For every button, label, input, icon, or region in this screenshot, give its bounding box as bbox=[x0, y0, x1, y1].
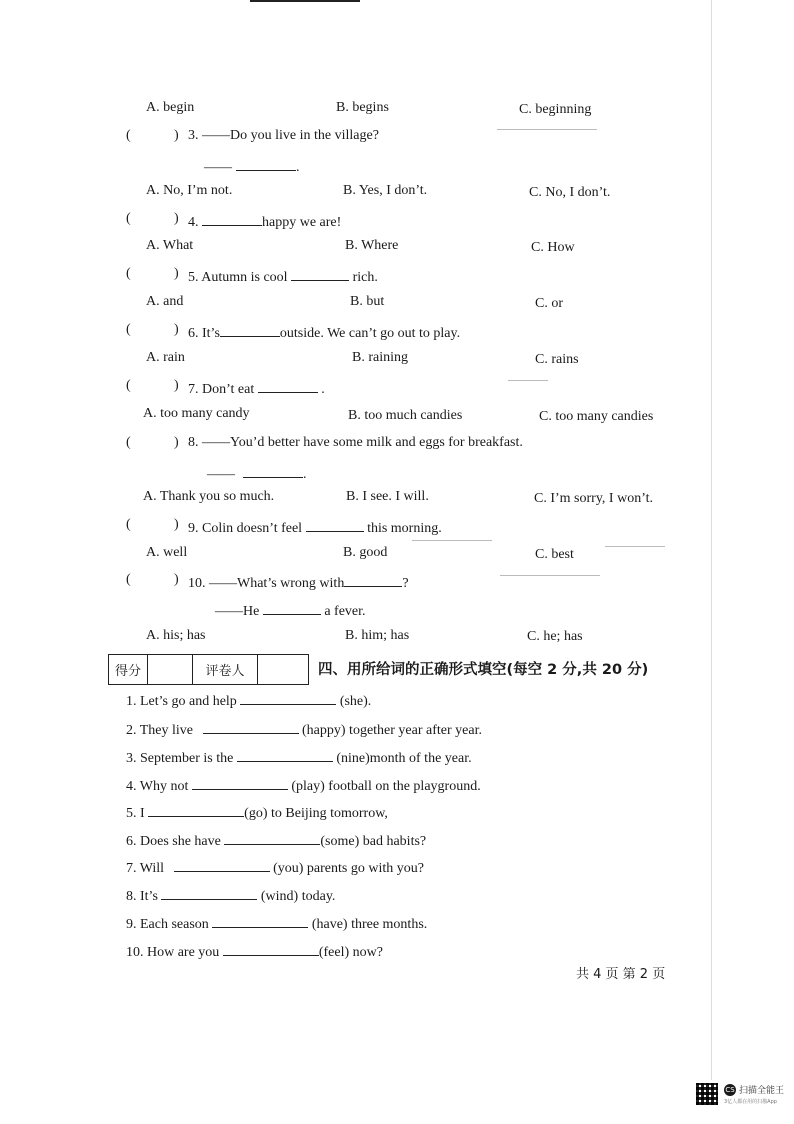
fill-item-9 bbox=[126, 913, 427, 933]
grader-table bbox=[108, 654, 309, 685]
page-edge bbox=[711, 0, 712, 1080]
scan-smudge bbox=[500, 575, 600, 576]
fill-post: (go) to Beijing tomorrow, bbox=[244, 806, 388, 821]
fill-item-5 bbox=[126, 802, 388, 822]
stem-post: this morning. bbox=[367, 521, 442, 536]
question-stem bbox=[188, 378, 325, 398]
answer-paren-open: ( bbox=[126, 211, 131, 226]
reviewer-box[interactable] bbox=[258, 655, 308, 684]
stem-post: outside. We can’t go out to play. bbox=[279, 326, 461, 341]
option-c: C. too many candies bbox=[539, 409, 654, 424]
answer-blank[interactable] bbox=[236, 156, 296, 171]
question-stem: 8. ——You’d better have some milk and eggs for breakfast. bbox=[188, 435, 523, 450]
option-b: B. Yes, I don’t. bbox=[343, 183, 428, 198]
answer-paren-close: ) bbox=[174, 211, 179, 226]
option-c: C. No, I don’t. bbox=[529, 185, 611, 200]
option-c: C. rains bbox=[535, 352, 579, 367]
fill-item-1 bbox=[126, 690, 371, 710]
fill-pre: 7. Will bbox=[126, 861, 165, 876]
option-b: B. good bbox=[343, 545, 388, 560]
answer-paren-close: ) bbox=[174, 435, 179, 450]
stem-pre: 5. Autumn is cool bbox=[188, 270, 288, 285]
answer-line bbox=[207, 463, 307, 483]
answer-paren-open: ( bbox=[126, 517, 131, 532]
answer-blank[interactable] bbox=[243, 463, 303, 478]
answer-blank[interactable] bbox=[161, 885, 257, 900]
answer-paren-open: ( bbox=[126, 378, 131, 393]
answer-paren-open: ( bbox=[126, 128, 131, 143]
answer-paren-close: ) bbox=[174, 572, 179, 587]
answer-blank[interactable] bbox=[203, 719, 299, 734]
scanner-app-tagline: 3亿人都在用的扫描App bbox=[724, 1099, 777, 1105]
answer-paren-open: ( bbox=[126, 572, 131, 587]
answer-paren-close: ) bbox=[174, 128, 179, 143]
scan-smudge bbox=[497, 129, 597, 130]
option-b: B. Where bbox=[345, 238, 399, 253]
answer-blank[interactable] bbox=[240, 690, 336, 705]
answer-paren-close: ) bbox=[174, 517, 179, 532]
answer-line: —— . bbox=[204, 156, 300, 176]
option-a: A. and bbox=[146, 294, 184, 309]
answer-post: . bbox=[303, 467, 307, 482]
option-c: C. or bbox=[535, 296, 563, 311]
fill-pre: 6. Does she have bbox=[126, 834, 221, 849]
question-stem: 3. ——Do you live in the village? bbox=[188, 128, 379, 143]
fill-item-6 bbox=[126, 830, 426, 850]
option-b: B. raining bbox=[352, 350, 408, 365]
fill-pre: 2. They live bbox=[126, 723, 194, 738]
option-b: B. him; has bbox=[345, 628, 410, 643]
stem-post: rich. bbox=[352, 270, 378, 285]
answer-blank[interactable] bbox=[174, 857, 270, 872]
option-c: C. he; has bbox=[527, 629, 583, 644]
answer-blank[interactable] bbox=[306, 517, 364, 532]
stem-post: . bbox=[321, 382, 325, 397]
question-stem bbox=[188, 517, 442, 537]
stem-post: ? bbox=[402, 576, 409, 591]
question-stem bbox=[188, 211, 341, 231]
line2-pre: ——He bbox=[215, 604, 260, 619]
option-b: B. but bbox=[350, 294, 385, 309]
reviewer-label: 评卷人 bbox=[193, 655, 258, 684]
option-a: A. his; has bbox=[146, 628, 206, 643]
answer-blank[interactable] bbox=[220, 322, 280, 337]
fill-post: (wind) today. bbox=[260, 889, 336, 904]
question-stem bbox=[188, 322, 460, 342]
option-a: A. Thank you so much. bbox=[143, 489, 275, 504]
scan-smudge bbox=[508, 380, 548, 381]
answer-paren-open: ( bbox=[126, 266, 131, 281]
camscanner-logo-icon: CS bbox=[725, 1086, 735, 1094]
fill-pre: 1. Let’s go and help bbox=[126, 694, 237, 709]
question-stem bbox=[188, 266, 378, 286]
fill-post: (some) bad habits? bbox=[320, 834, 427, 849]
answer-blank[interactable] bbox=[237, 747, 333, 762]
option-b: B. I see. I will. bbox=[346, 489, 429, 504]
option-a: A. No, I’m not. bbox=[146, 183, 233, 198]
fill-pre: 4. Why not bbox=[126, 779, 189, 794]
option-c: C. I’m sorry, I won’t. bbox=[534, 491, 653, 506]
stem-pre: 7. Don’t eat bbox=[188, 382, 255, 397]
scanner-app-name: 扫描全能王 bbox=[739, 1086, 785, 1096]
top-scan-edge bbox=[250, 0, 360, 2]
stem-pre: 10. ——What’s wrong with bbox=[188, 576, 345, 591]
answer-blank[interactable] bbox=[212, 913, 308, 928]
question-stem bbox=[188, 572, 409, 592]
fill-pre: 8. It’s bbox=[126, 889, 158, 904]
option-a: A. begin bbox=[146, 100, 195, 115]
fill-item-2 bbox=[126, 719, 482, 739]
line2-post: a fever. bbox=[324, 604, 366, 619]
fill-pre: 10. How are you bbox=[126, 945, 220, 960]
answer-paren-open: ( bbox=[126, 322, 131, 337]
answer-blank[interactable] bbox=[224, 830, 320, 845]
answer-paren-close: ) bbox=[174, 322, 179, 337]
option-c: C. beginning bbox=[519, 102, 592, 117]
scan-smudge bbox=[605, 546, 665, 547]
option-b: B. begins bbox=[336, 100, 389, 115]
option-b: B. too much candies bbox=[348, 408, 463, 423]
score-label: 得分 bbox=[109, 655, 148, 684]
stem-pre: 9. Colin doesn’t feel bbox=[188, 521, 303, 536]
fill-item-4 bbox=[126, 775, 481, 795]
answer-blank[interactable] bbox=[223, 941, 319, 956]
answer-blank[interactable] bbox=[202, 211, 262, 226]
stem-pre: 6. It’s bbox=[188, 326, 220, 341]
fill-item-8 bbox=[126, 885, 335, 905]
fill-post: (play) football on the playground. bbox=[291, 779, 481, 794]
answer-line bbox=[215, 600, 366, 620]
stem-post: happy we are! bbox=[262, 215, 342, 230]
fill-post: (you) parents go with you? bbox=[273, 861, 424, 876]
fill-item-3 bbox=[126, 747, 472, 767]
answer-paren-close: ) bbox=[174, 378, 179, 393]
fill-post: (happy) together year after year. bbox=[302, 723, 482, 738]
dash-prefix: —— bbox=[204, 160, 232, 175]
answer-blank[interactable] bbox=[263, 600, 321, 615]
qr-code-icon bbox=[696, 1083, 718, 1105]
option-c: C. How bbox=[531, 240, 575, 255]
answer-blank[interactable] bbox=[344, 572, 402, 587]
fill-item-10 bbox=[126, 941, 383, 961]
answer-paren-open: ( bbox=[126, 435, 131, 450]
answer-blank[interactable] bbox=[258, 378, 318, 393]
fill-post: (she). bbox=[339, 694, 372, 709]
fill-post: (have) three months. bbox=[311, 917, 428, 932]
option-a: A. What bbox=[146, 238, 194, 253]
dash-prefix: —— bbox=[207, 467, 235, 482]
option-c: C. best bbox=[535, 547, 574, 562]
fill-item-7 bbox=[126, 857, 424, 877]
fill-pre: 5. I bbox=[126, 806, 145, 821]
stem-pre: 4. bbox=[188, 215, 199, 230]
fill-post: (feel) now? bbox=[318, 945, 383, 960]
answer-blank[interactable] bbox=[291, 266, 349, 281]
page-footer: 共 4 页 第 2 页 bbox=[576, 967, 666, 982]
fill-pre: 3. September is the bbox=[126, 751, 234, 766]
scan-smudge bbox=[412, 540, 492, 541]
answer-blank[interactable] bbox=[192, 775, 288, 790]
answer-paren-close: ) bbox=[174, 266, 179, 281]
answer-blank[interactable] bbox=[148, 802, 244, 817]
fill-post: (nine)month of the year. bbox=[336, 751, 472, 766]
option-a: A. too many candy bbox=[143, 406, 250, 421]
section-4-title: 四、用所给词的正确形式填空(每空 2 分,共 20 分) bbox=[318, 662, 649, 678]
option-a: A. rain bbox=[146, 350, 185, 365]
score-box[interactable] bbox=[148, 655, 193, 684]
fill-pre: 9. Each season bbox=[126, 917, 209, 932]
option-a: A. well bbox=[146, 545, 188, 560]
